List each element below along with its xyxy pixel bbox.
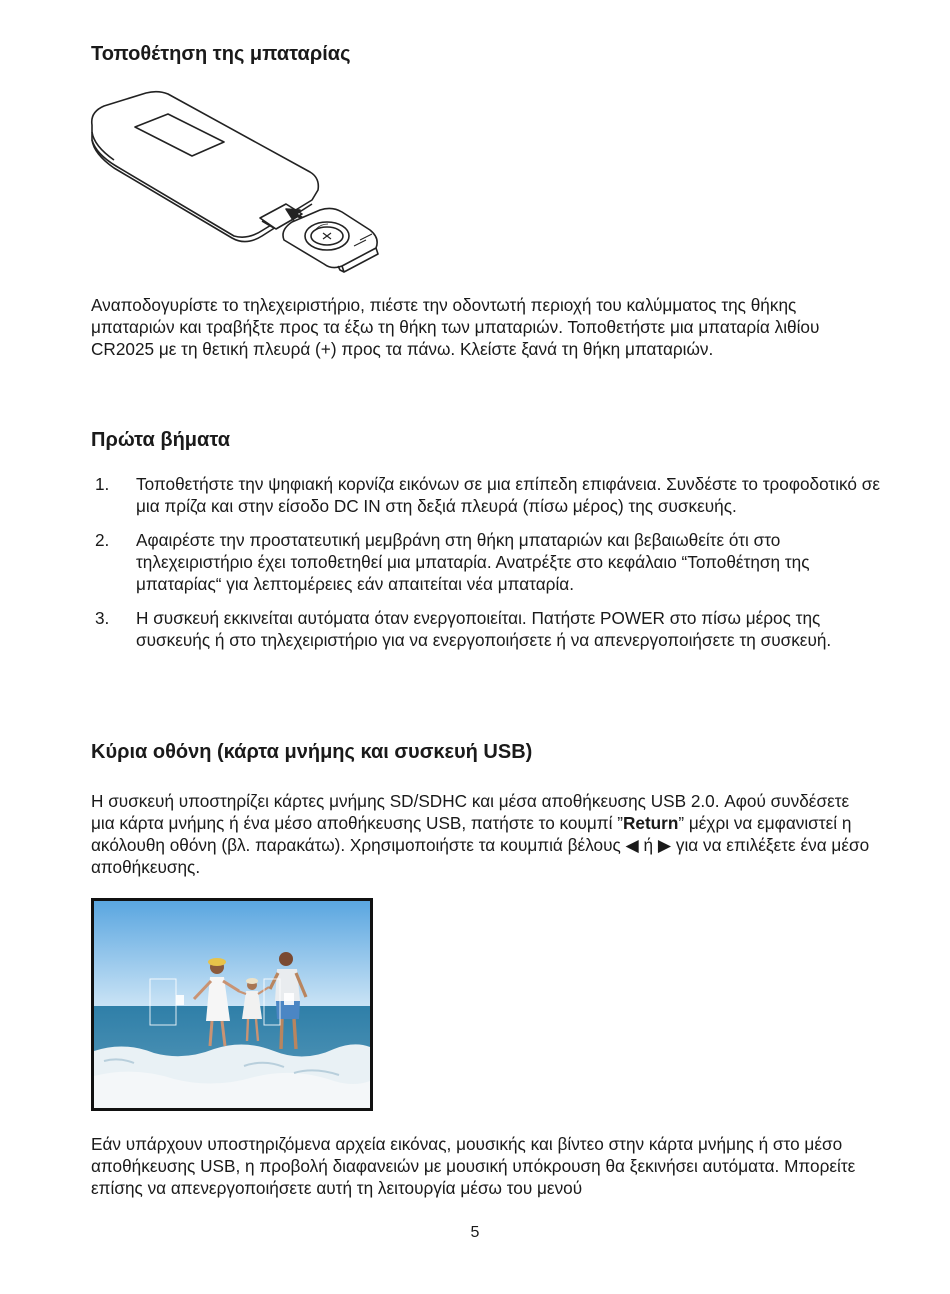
slideshow-instructions: Εάν υπάρχουν υποστηριζόμενα αρχεία εικόνας, μουσικής και βίντεο στην κάρτα μνήμης ή στο μέσο αποθήκευσης USB, η προβολή διαφανειών με μουσική υπόκρουση θα ξεκινήσει αυτόματα. Μπορείτε επίσης να απενεργοποιήσετε αυτή τη λειτουργία μέσω του μενού — [91, 1134, 856, 1198]
instructions-text-end: ” μέχρι να εμφανιστεί η ακόλουθη οθόνη (βλ. παρακάτω). Χρησιμοποιήστε τα κουμπιά βέλους ◀ ή ▶ για να επιλέξετε ένα μέσο αποθήκευσης. — [91, 813, 870, 877]
beach-photo-icon — [94, 901, 370, 1108]
return-button-label: Return — [622, 813, 679, 833]
remote-battery-illustration — [88, 90, 388, 275]
list-item — [91, 607, 881, 651]
list-item — [91, 473, 881, 517]
list-item-number: 2. — [95, 530, 110, 550]
main-screen-photo — [91, 898, 373, 1111]
section-title-battery: Τοποθέτηση της μπαταρίας — [91, 43, 351, 65]
main-screen-instructions — [91, 790, 871, 878]
instructions-text-start: Η συσκευή υποστηρίζει κάρτες μνήμης SD/SDHC και μέσα αποθήκευσης USB 2.0. Αφού συνδέσετε μια κάρτα μνήμης ή ένα μέσο αποθήκευσης USB, πατήστε το κουμπί ” — [91, 791, 850, 833]
list-item-text: Αφαιρέστε την προστατευτική μεμβράνη στη θήκη μπαταριών και βεβαιωθείτε ότι στο τηλεχειριστήριο έχει τοποθετηθεί μια μπαταρία. Ανατρέξτε στο κεφάλαιο “Τοποθέτηση της μπαταρίας“ για λεπτομέρειες εάν απαιτείται νέα μπαταρία. — [136, 530, 810, 594]
list-item-number: 3. — [95, 608, 110, 628]
page-number: 5 — [470, 1224, 480, 1241]
section-title-main-screen: Κύρια οθόνη (κάρτα μνήμης και συσκευή USB) — [91, 741, 533, 763]
remote-icon — [88, 90, 388, 275]
list-item-text: Τοποθετήστε την ψηφιακή κορνίζα εικόνων σε μια επίπεδη επιφάνεια. Συνδέστε το τροφοδοτικό σε μια πρίζα και στην είσοδο DC IN στη δεξιά πλευρά (πίσω μέρος) της συσκευής. — [136, 474, 881, 516]
list-item-number: 1. — [95, 474, 110, 494]
battery-instructions: Αναποδογυρίστε το τηλεχειριστήριο, πιέστε την οδοντωτή περιοχή του καλύμματος της θήκης μπαταριών και τραβήξτε προς τα έξω τη θήκη των μπαταριών. Τοποθετήστε μια μπαταρία λιθίου CR2025 με τη θετική πλευρά (+) προς τα πάνω. Κλείστε ξανά τη θήκη μπαταριών. — [91, 295, 820, 359]
section-title-first-steps: Πρώτα βήματα — [91, 429, 230, 451]
list-item-text: Η συσκευή εκκινείται αυτόματα όταν ενεργοποιείται. Πατήστε POWER στο πίσω μέρος της συσκευής ή στο τηλεχειριστήριο για να ενεργοποιήσετε ή να απενεργοποιήσετε τη συσκευή. — [136, 608, 832, 650]
list-item — [91, 529, 881, 595]
first-steps-list — [91, 473, 881, 663]
